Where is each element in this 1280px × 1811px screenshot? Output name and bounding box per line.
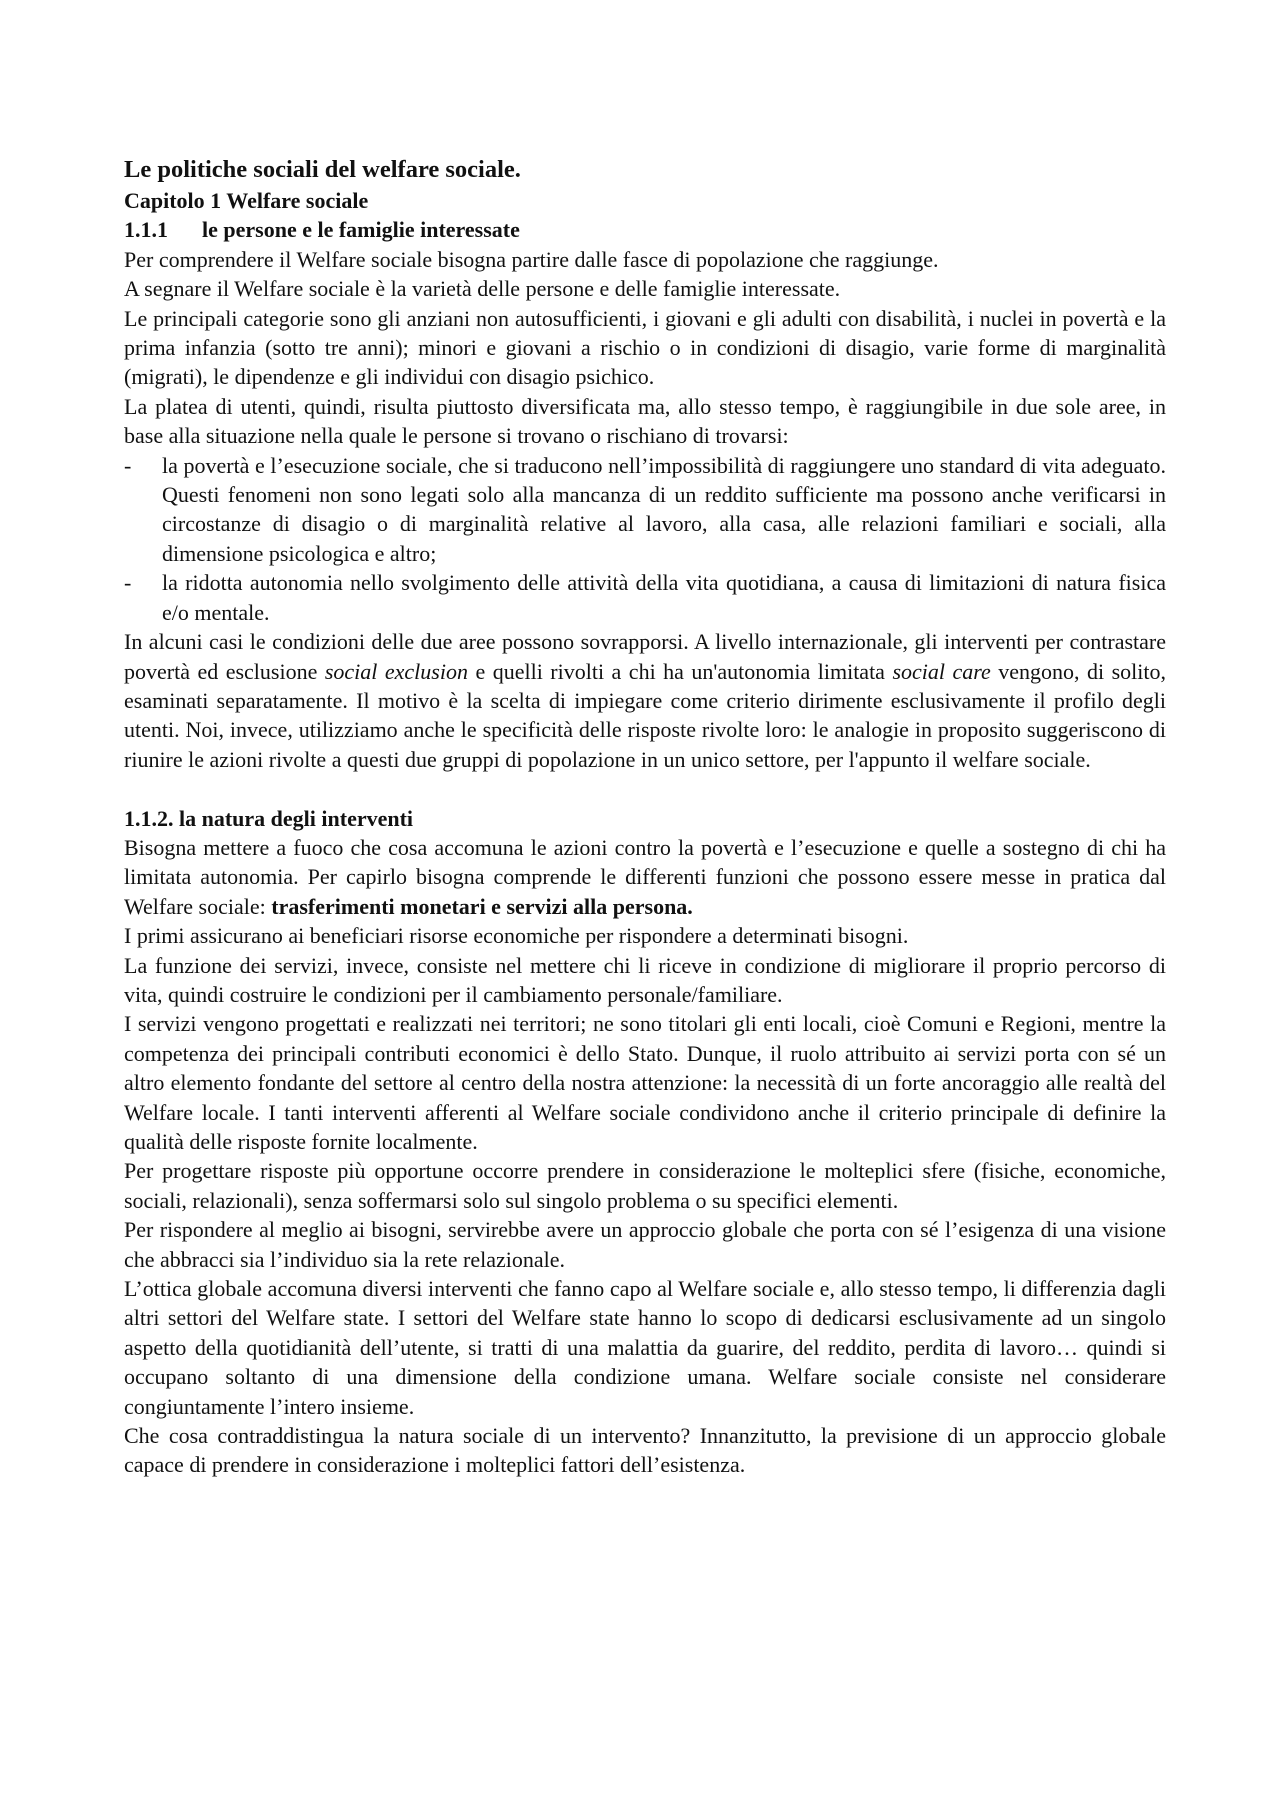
paragraph: I primi assicurano ai beneficiari risorse economiche per rispondere a determinati bisogni.	[124, 923, 909, 949]
list-item: - la povertà e l’esecuzione sociale, che si traducono nell’impossibilità di raggiungere uno standard di vita adeguato. Questi fenomeni non sono legati solo alla mancanza di un reddito sufficiente ma possono anche verificarsi in circostanze di disagio o di marginalità relative al lavoro, alla casa, alle relazioni familiari e sociali, alla dimensione psicologica e altro;	[124, 452, 1166, 566]
paragraph: Bisogna mettere a fuoco che cosa accomuna le azioni contro la povertà e l’esecuzione e quelle a sostegno di chi ha limitata autonomia. Per capirlo bisogna comprende le differenti funzioni che possono essere messe in pratica dal Welfare sociale: trasferimenti monetari e servizi alla persona.	[124, 834, 1166, 919]
paragraph: L’ottica globale accomuna diversi interventi che fanno capo al Welfare sociale e, allo stesso tempo, li differenzia dagli altri settori del Welfare state. I settori del Welfare state hanno lo scopo di dedicarsi esclusivamente ad un singolo aspetto della quotidianità dell’utente, si tratti di una malattia da guarire, del reddito, perdita di lavoro… quindi si occupano soltanto di una dimensione della condizione umana. Welfare sociale consiste nel considerare congiuntamente l’intero insieme.	[124, 1276, 1166, 1419]
paragraph: A segnare il Welfare sociale è la varietà delle persone e delle famiglie interessate.	[124, 276, 841, 302]
bold-term: trasferimenti monetari e servizi alla persona.	[271, 893, 693, 919]
paragraph: Le principali categorie sono gli anziani non autosufficienti, i giovani e gli adulti con disabilità, i nuclei in povertà e la prima infanzia (sotto tre anni); minori e giovani a rischio o in condizioni di disagio, varie forme di marginalità (migrati), le dipendenze e gli individui con disagio psichico.	[124, 305, 1166, 390]
chapter-heading: Capitolo 1 Welfare sociale	[124, 188, 369, 213]
italic-term: social care	[892, 658, 991, 684]
spacer	[124, 774, 1166, 803]
paragraph: Per comprendere il Welfare sociale bisogna partire dalle fasce di popolazione che raggiunge.	[124, 246, 939, 272]
list-item: - la ridotta autonomia nello svolgimento delle attività della vita quotidiana, a causa di limitazioni di natura fisica e/o mentale.	[124, 570, 1166, 625]
paragraph: Per progettare risposte più opportune occorre prendere in considerazione le molteplici sfere (fisiche, economiche, sociali, relazionali), senza soffermarsi solo sul singolo problema o su specifici elementi.	[124, 1158, 1166, 1213]
section-heading-1-1-2: 1.1.2. la natura degli interventi	[124, 805, 414, 831]
italic-term: social exclusion	[324, 658, 468, 684]
document-page	[124, 154, 1166, 1480]
paragraph: I servizi vengono progettati e realizzati nei territori; ne sono titolari gli enti locali, cioè Comuni e Regioni, mentre la competenza dei principali contributi economici è dello Stato. Dunque, il ruolo attribuito ai servizi porta con sé un altro elemento fondante del settore al centro della nostra attenzione: la necessità di un forte ancoraggio alle realtà del Welfare locale. I tanti interventi afferenti al Welfare sociale condividono anche il criterio principale di definire la qualità delle risposte fornite localmente.	[124, 1011, 1166, 1154]
paragraph: La platea di utenti, quindi, risulta piuttosto diversificata ma, allo stesso tempo, è raggiungibile in due sole aree, in base alla situazione nella quale le persone si trovano o rischiano di trovarsi:	[124, 393, 1166, 449]
section-number: 1.1.1	[124, 217, 168, 243]
paragraph: La funzione dei servizi, invece, consiste nel mettere chi li riceve in condizione di migliorare il proprio percorso di vita, quindi costruire le condizioni per il cambiamento personale/familiare.	[124, 952, 1166, 1007]
section-heading-1-1-1	[124, 215, 1166, 244]
bullet-list	[124, 451, 1166, 627]
document-title: Le politiche sociali del welfare sociale.	[124, 156, 521, 183]
paragraph: Che cosa contraddistingua la natura sociale di un intervento? Innanzitutto, la previsione di un approccio globale capace di prendere in considerazione i molteplici fattori dell’esistenza.	[124, 1423, 1166, 1478]
paragraph: Per rispondere al meglio ai bisogni, servirebbe avere un approccio globale che porta con sé l’esigenza di una visione che abbracci sia l’individuo sia la rete relazionale.	[124, 1217, 1166, 1272]
paragraph: In alcuni casi le condizioni delle due aree possono sovrapporsi. A livello internazionale, gli interventi per contrastare povertà ed esclusione social exclusion e quelli rivolti a chi ha un'autonomia limitata social care vengono, di solito, esaminati separatamente. Il motivo è la scelta di impiegare come criterio dirimente esclusivamente il profilo degli utenti. Noi, invece, utilizziamo anche le specificità delle risposte rivolte loro: le analogie in proposito suggeriscono di riunire le azioni rivolte a questi due gruppi di popolazione in un unico settore, per l'appunto il welfare sociale.	[124, 629, 1166, 772]
bullet-dash: -	[124, 570, 132, 596]
bullet-dash: -	[124, 452, 132, 478]
section-title: le persone e le famiglie interessate	[202, 217, 520, 243]
